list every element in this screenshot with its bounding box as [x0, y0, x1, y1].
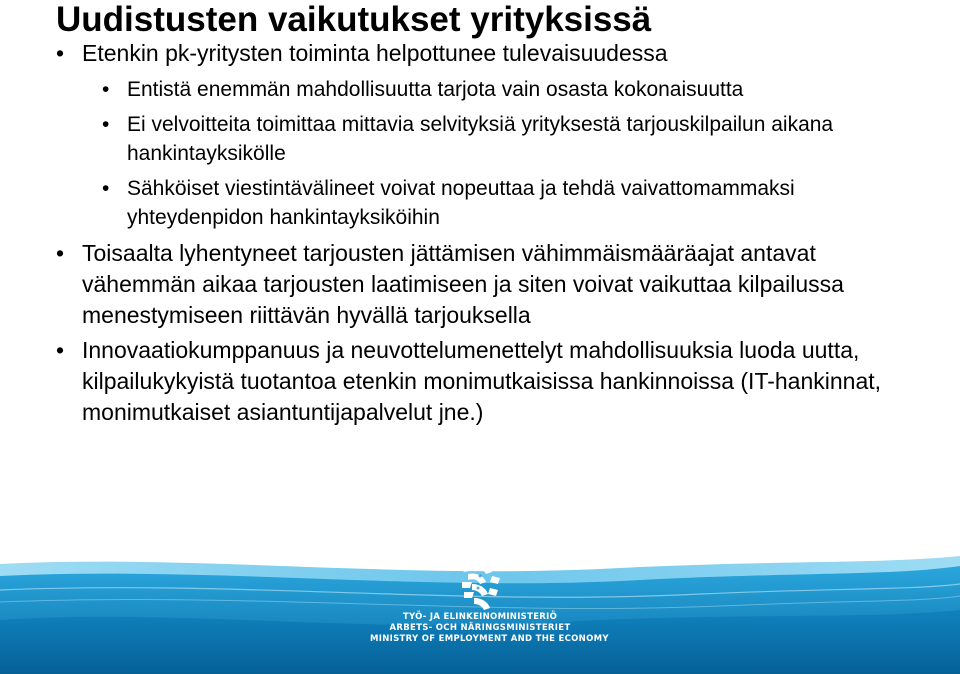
bullet-item	[0, 38, 960, 232]
ministry-name-en: MINISTRY OF EMPLOYMENT AND THE ECONOMY	[370, 634, 609, 644]
bullet-marker: •	[56, 240, 65, 266]
bullet-marker: •	[56, 337, 65, 363]
ministry-name-fi: TYÖ- JA ELINKEINOMINISTERIÖ	[402, 612, 558, 622]
slide-title: Uudistusten vaikutukset yrityksissä	[56, 0, 652, 39]
bullet-list	[0, 38, 960, 432]
bullet-item	[0, 238, 960, 331]
sub-bullet-item	[82, 110, 920, 168]
sub-bullet-marker: •	[102, 78, 110, 101]
sub-bullet-text: Ei velvoitteita toimittaa mittavia selvityksiä yrityksestä tarjouskilpailun aikana hankintayksikölle	[127, 113, 834, 165]
bullet-text: Etenkin pk-yritysten toiminta helpottunee tulevaisuudessa	[82, 40, 668, 66]
sub-bullet-marker: •	[102, 113, 110, 136]
bullet-text: Innovaatiokumppanuus ja neuvottelumenettelyt mahdollisuuksia luoda uutta, kilpailukykyistä tuotantoa etenkin monimutkaisissa hankinnoissa (IT-hankinnat, monimutkaiset asiantuntijapalvelut jne.)	[82, 337, 882, 425]
finnish-lion-emblem-icon	[450, 558, 510, 614]
sub-bullet-item	[82, 75, 920, 104]
sub-bullet-marker: •	[102, 177, 110, 200]
sub-bullet-item	[82, 174, 920, 232]
sub-bullet-text: Entistä enemmän mahdollisuutta tarjota vain osasta kokonaisuutta	[127, 78, 744, 101]
bullet-marker: •	[56, 40, 65, 66]
sub-bullet-text: Sähköiset viestintävälineet voivat nopeuttaa ja tehdä vaivattomammaksi yhteydenpidon hankintayksiköihin	[127, 177, 795, 229]
ministry-name-sv: ARBETS- OCH NÄRINGSMINISTERIET	[389, 623, 571, 633]
bullet-item	[0, 335, 960, 428]
sub-bullet-list	[82, 75, 920, 232]
bullet-text: Toisaalta lyhentyneet tarjousten jättämisen vähimmäismääräajat antavat vähemmän aikaa tarjousten laatimiseen ja siten voivat vaikuttaa kilpailussa menestymiseen riittävän hyvällä tarjouksella	[82, 240, 844, 328]
